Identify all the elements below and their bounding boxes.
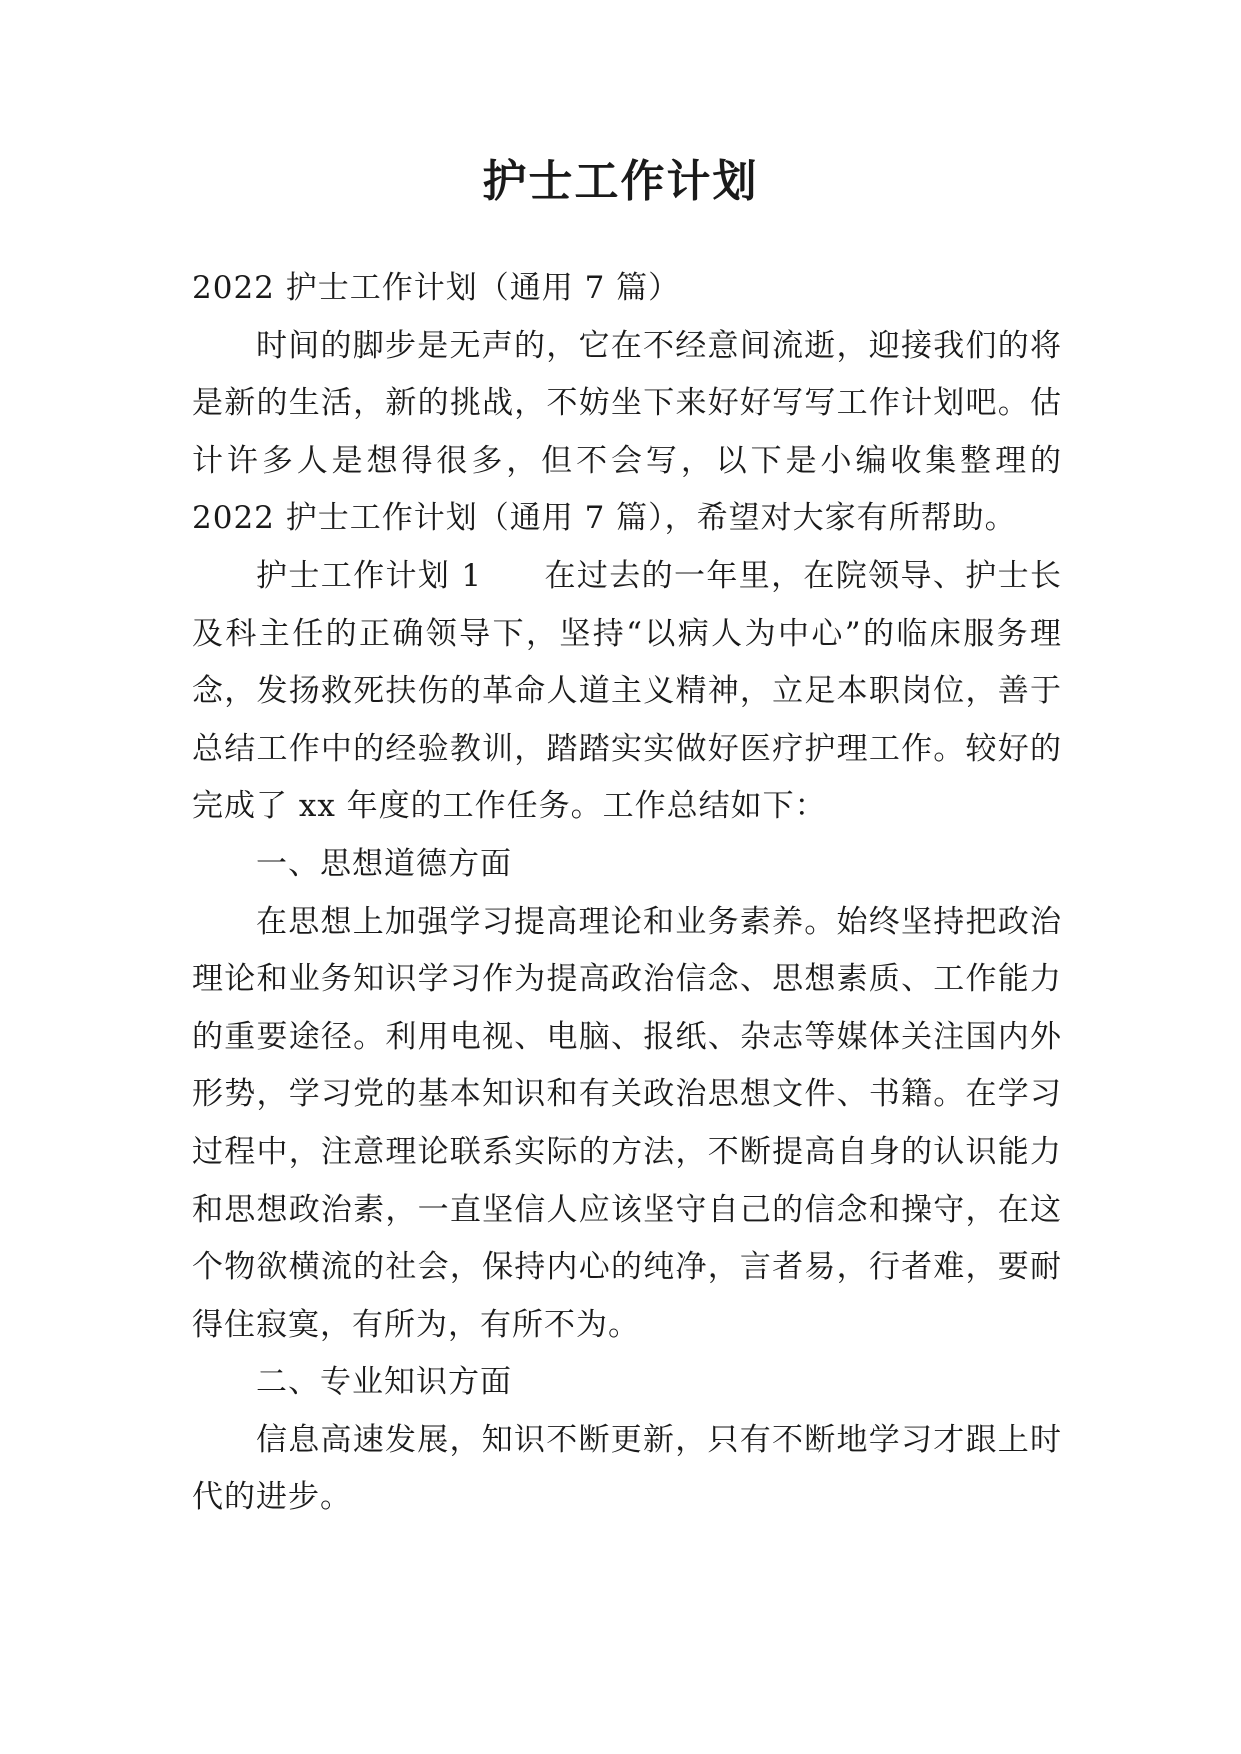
- intro-paragraph: 时间的脚步是无声的，它在不经意间流逝，迎接我们的将是新的生活，新的挑战，不妨坐下来好好写写工作计划吧。估计许多人是想得很多，但不会写，以下是小编收集整理的 2022 护士工作计划（通用 7 篇），希望对大家有所帮助。: [192, 327, 1062, 537]
- document-title: 护士工作计划: [482, 156, 759, 207]
- plan-1-text: 在过去的一年里，在院领导、护士长及科主任的正确领导下，坚持“以病人为中心”的临床服务理念，发扬救死扶伤的革命人道主义精神，立足本职岗位，善于总结工作中的经验教训，踏踏实实做好医疗护理工作。较好的完成了 xx 年度的工作任务。工作总结如下：: [192, 557, 1062, 825]
- section-1-paragraph: 在思想上加强学习提高理论和业务素养。始终坚持把政治理论和业务知识学习作为提高政治信念、思想素质、工作能力的重要途径。利用电视、电脑、报纸、杂志等媒体关注国内外形势，学习党的基本知识和有关政治思想文件、书籍。在学习过程中，注意理论联系实际的方法，不断提高自身的认识能力和思想政治素，一直坚信人应该坚守自己的信念和操守，在这个物欲横流的社会，保持内心的纯净，言者易，行者难，要耐得住寂寞，有所为，有所不为。: [192, 903, 1062, 1343]
- section-2-heading: 二、专业知识方面: [256, 1364, 512, 1401]
- plan-1-heading: 护士工作计划 1: [256, 557, 483, 594]
- section-1-heading: 一、思想道德方面: [256, 845, 512, 882]
- document-body: [192, 260, 1062, 1527]
- plan-1-paragraph: [192, 548, 1062, 836]
- section-2-paragraph: 信息高速发展，知识不断更新，只有不断地学习才跟上时代的进步。: [192, 1421, 1062, 1516]
- document-subtitle: 2022 护士工作计划（通用 7 篇）: [192, 270, 681, 306]
